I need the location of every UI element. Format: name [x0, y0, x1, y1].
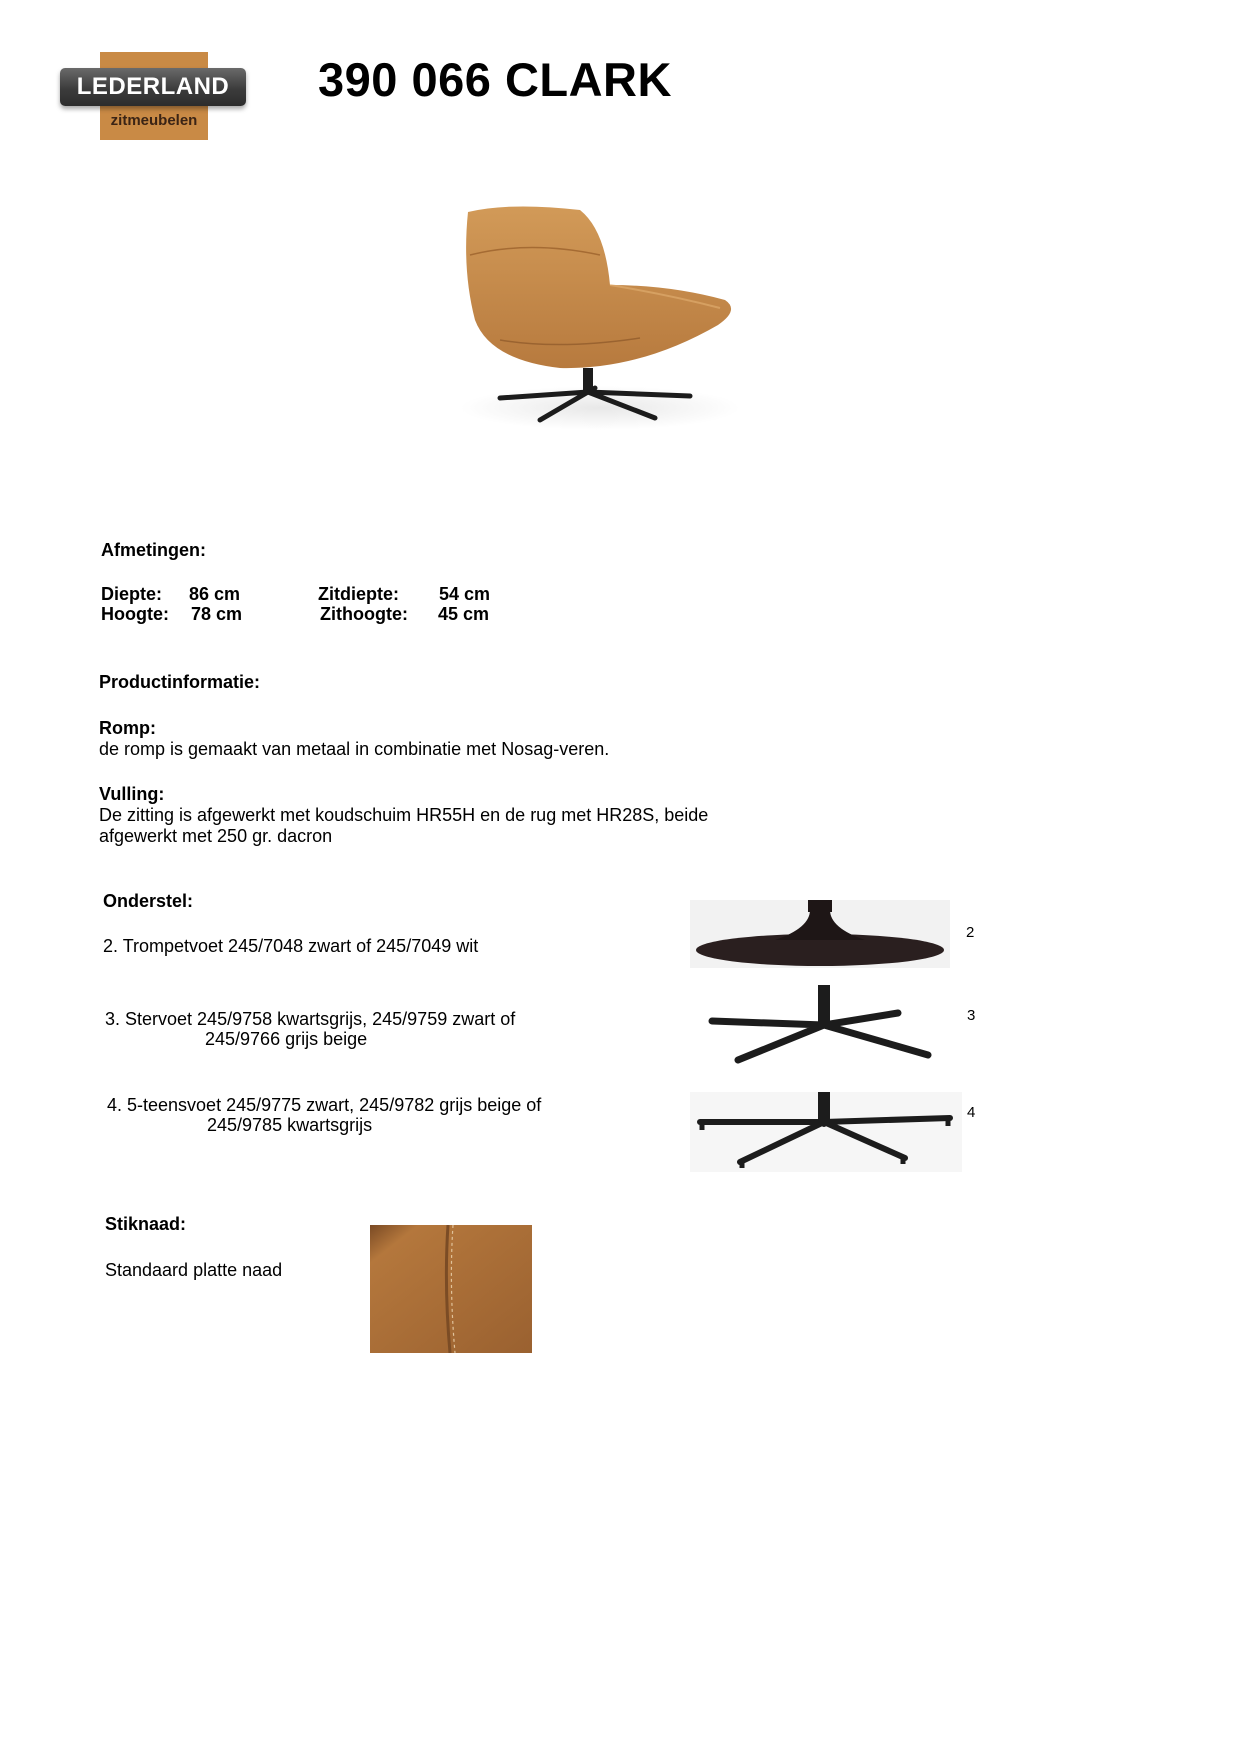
dimensions-table [101, 584, 561, 628]
base-option-line: 245/9785 kwartsgrijs [207, 1115, 373, 1135]
trumpet-base-image [690, 900, 950, 968]
base-heading: Onderstel: [103, 891, 194, 911]
logo-wordmark: LEDERLAND [60, 68, 246, 106]
base-option-number: 2 [966, 924, 975, 941]
height-value: 78 cm [191, 604, 243, 624]
filling-text [99, 805, 799, 847]
seam-swatch-image [370, 1225, 532, 1353]
base-option-trumpet [103, 936, 478, 956]
chair-image [440, 200, 770, 450]
depth-value: 86 cm [189, 584, 241, 604]
base-option-star [105, 1009, 515, 1049]
height-label: Hoogte: [101, 604, 169, 624]
seat-height-value: 45 cm [438, 604, 490, 624]
frame-heading: Romp: [99, 718, 156, 738]
stitching-heading: Stiknaad: [105, 1214, 187, 1234]
frame-text: de romp is gemaakt van metaal in combinatie met Nosag-veren. [99, 739, 610, 759]
page-title: 390 066 CLARK [318, 53, 672, 106]
base-option-line: 4. 5-teensvoet 245/9775 zwart, 245/9782 grijs beige of [107, 1095, 542, 1115]
seat-depth-label: Zitdiepte: [318, 584, 399, 604]
base-option-five-toe [107, 1095, 541, 1135]
five-toe-base-image [690, 1092, 962, 1172]
seat-height-label: Zithoogte: [320, 604, 408, 624]
filling-text-line: De zitting is afgewerkt met koudschuim HR55H en de rug met HR28S, beide [99, 805, 709, 825]
depth-label: Diepte: [101, 584, 163, 604]
brand-logo [60, 52, 250, 144]
filling-heading: Vulling: [99, 784, 165, 804]
base-option-line: 3. Stervoet 245/9758 kwartsgrijs, 245/9759 zwart of [105, 1009, 516, 1029]
stitching-text: Standaard platte naad [105, 1260, 283, 1280]
star-base-image [708, 985, 940, 1067]
logo-tagline: zitmeubelen [110, 112, 198, 129]
dimensions-heading: Afmetingen: [101, 540, 206, 560]
base-option-line: 2. Trompetvoet 245/7048 zwart of 245/7049 wit [103, 936, 479, 956]
product-info-heading: Productinformatie: [99, 672, 261, 692]
base-option-line: 245/9766 grijs beige [205, 1029, 368, 1049]
seat-depth-value: 54 cm [439, 584, 491, 604]
base-option-number: 4 [967, 1104, 976, 1121]
base-option-number: 3 [967, 1007, 976, 1024]
filling-text-line: afgewerkt met 250 gr. dacron [99, 826, 333, 846]
